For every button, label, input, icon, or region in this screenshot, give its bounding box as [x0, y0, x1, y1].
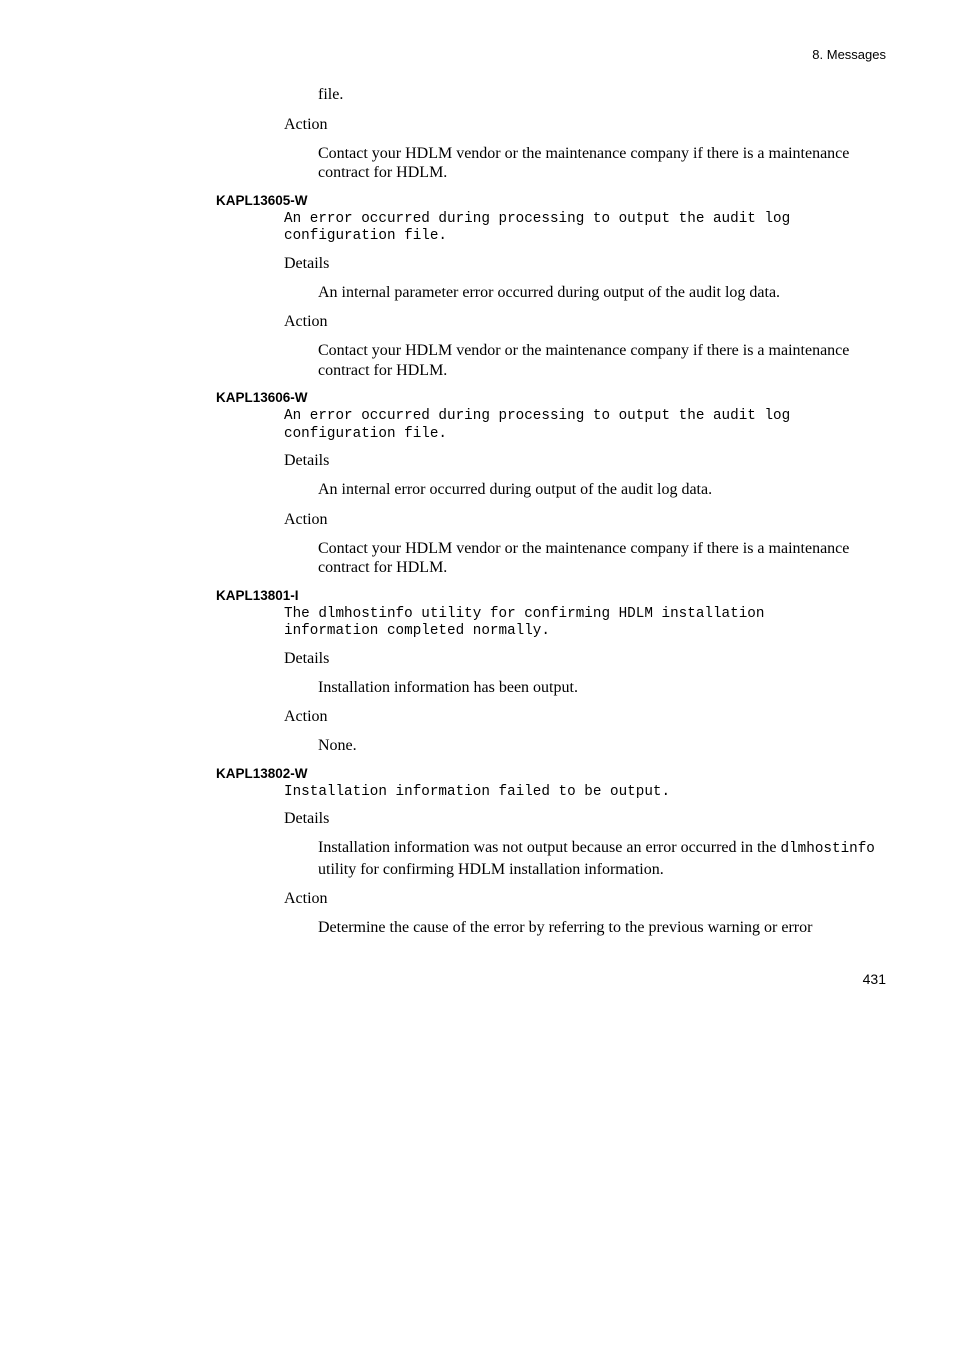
details-text: [318, 838, 878, 879]
details-label: Details: [284, 452, 330, 469]
action-label: Action: [284, 115, 328, 133]
details-text: An internal error occurred during output of the audit log data.: [318, 481, 713, 498]
message-text: The dlmhostinfo utility for confirming HDLM installation information completed normally.: [284, 605, 765, 639]
message-entry-kapl13606: [0, 390, 954, 578]
details-label: Details: [284, 810, 330, 827]
details-text-start: Installation information was not output because an error occurred in the: [318, 839, 781, 856]
page-number: 431: [862, 971, 886, 987]
action-text: None.: [318, 737, 357, 754]
continued-text: file.: [318, 86, 344, 103]
message-entry-kapl13801: [0, 588, 954, 756]
action-text: Determine the cause of the error by referring to the previous warning or error: [318, 919, 813, 936]
page-content: [0, 85, 954, 948]
action-text: Contact your HDLM vendor or the maintenance company if there is a maintenance contract for HDLM.: [318, 144, 850, 181]
message-text: An error occurred during processing to output the audit log configuration file.: [284, 210, 791, 244]
action-text: Contact your HDLM vendor or the maintenance company if there is a maintenance contract for HDLM.: [318, 342, 850, 379]
message-entry-kapl13605: [0, 193, 954, 381]
action-label: Action: [284, 890, 328, 907]
message-text: An error occurred during processing to output the audit log configuration file.: [284, 408, 791, 442]
action-label: Action: [284, 510, 328, 528]
message-id: KAPL13606-W: [216, 390, 308, 405]
utility-name-code: dlmhostinfo: [780, 841, 875, 857]
running-header: 8. Messages: [812, 47, 886, 62]
message-id: KAPL13605-W: [216, 192, 308, 208]
action-label: Action: [284, 708, 328, 725]
details-text: Installation information has been output.: [318, 678, 578, 696]
details-text-end: utility for confirming HDLM installation information.: [318, 860, 664, 878]
action-label: Action: [284, 313, 328, 330]
message-id: KAPL13802-W: [216, 765, 308, 781]
details-label: Details: [284, 254, 330, 272]
message-id: KAPL13801-I: [216, 587, 299, 603]
action-text: Contact your HDLM vendor or the maintenance company if there is a maintenance contract for HDLM.: [318, 539, 850, 576]
message-text: Installation information failed to be output.: [284, 783, 671, 800]
details-text: An internal parameter error occurred during output of the audit log data.: [318, 283, 781, 301]
details-label: Details: [284, 649, 330, 667]
message-entry-kapl13802: [0, 766, 954, 938]
